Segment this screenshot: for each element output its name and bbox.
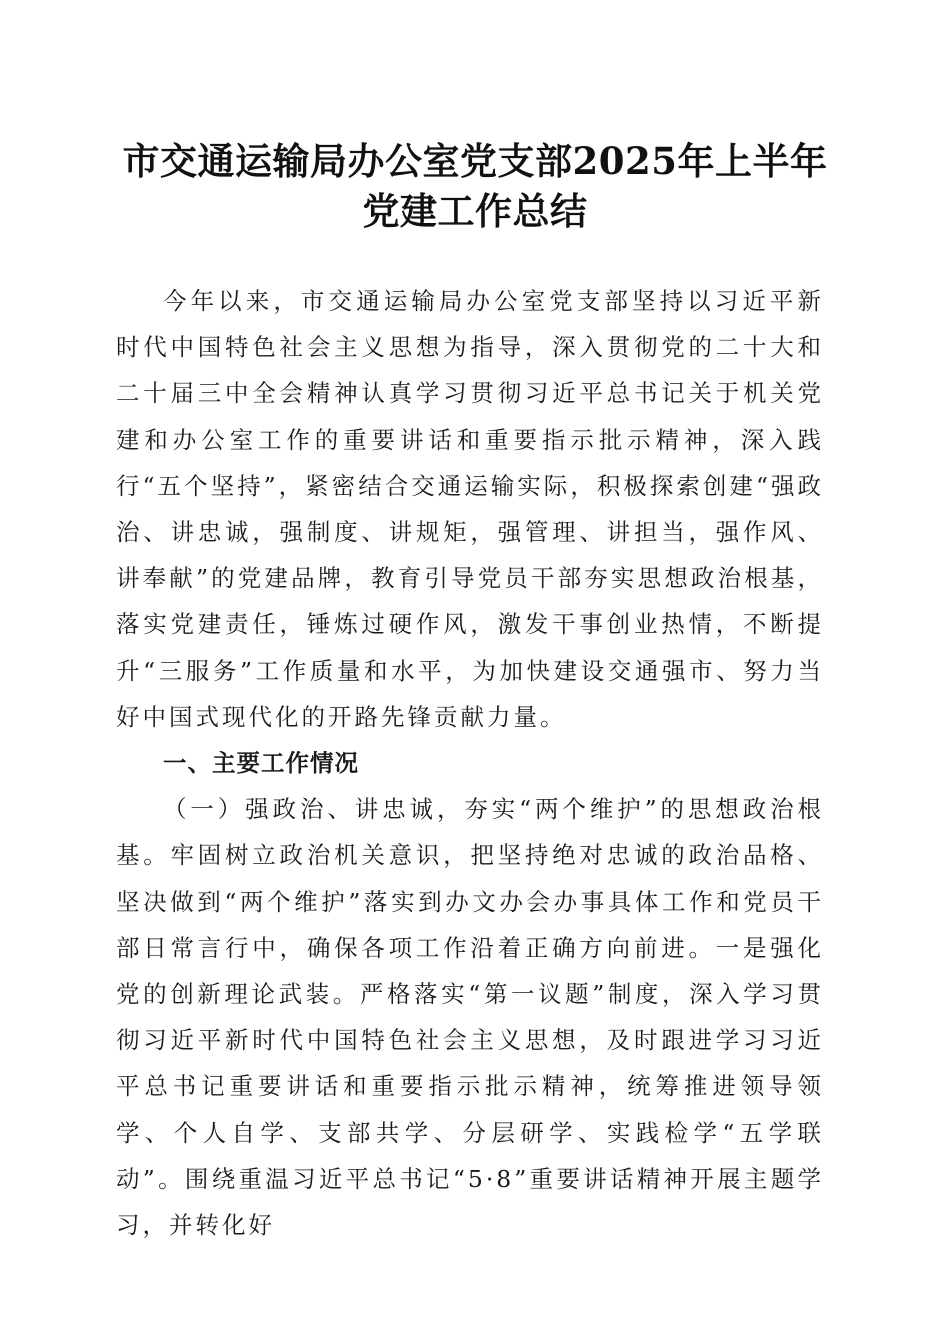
document-body — [116, 278, 824, 1248]
intro-paragraph: 今年以来，市交通运输局办公室党支部坚持以习近平新时代中国特色社会主义思想为指导，深入贯彻党的二十大和二十届三中全会精神认真学习贯彻习近平总书记关于机关党建和办公室工作的重要讲话和重要指示批示精神，深入践行“五个坚持”，紧密结合交通运输实际，积极探索创建“强政治、讲忠诚，强制度、讲规矩，强管理、讲担当，强作风、讲奉献”的党建品牌，教育引导党员干部夯实思想政治根基，落实党建责任，锤炼过硬作风，激发干事创业热情，不断提升“三服务”工作质量和水平，为加快建设交通强市、努力当好中国式现代化的开路先锋贡献力量。 — [116, 287, 824, 731]
document-title: 市交通运输局办公室党支部2025年上半年党建工作总结 — [122, 139, 828, 233]
section-paragraph: （一）强政治、讲忠诚，夯实“两个维护”的思想政治根基。牢固树立政治机关意识，把坚持绝对忠诚的政治品格、坚决做到“两个维护”落实到办文办会办事具体工作和党员干部日常言行中，确保各项工作沿着正确方向前进。一是强化党的创新理论武装。严格落实“第一议题”制度，深入学习贯彻习近平新时代中国特色社会主义思想，及时跟进学习习近平总书记重要讲话和重要指示批示精神，统筹推进领导领学、个人自学、支部共学、分层研学、实践检学“五学联动”。围绕重温习近平总书记“5·8”重要讲话精神开展主题学习，并转化好 — [116, 795, 824, 1240]
section-heading: 一、主要工作情况 — [163, 749, 359, 778]
